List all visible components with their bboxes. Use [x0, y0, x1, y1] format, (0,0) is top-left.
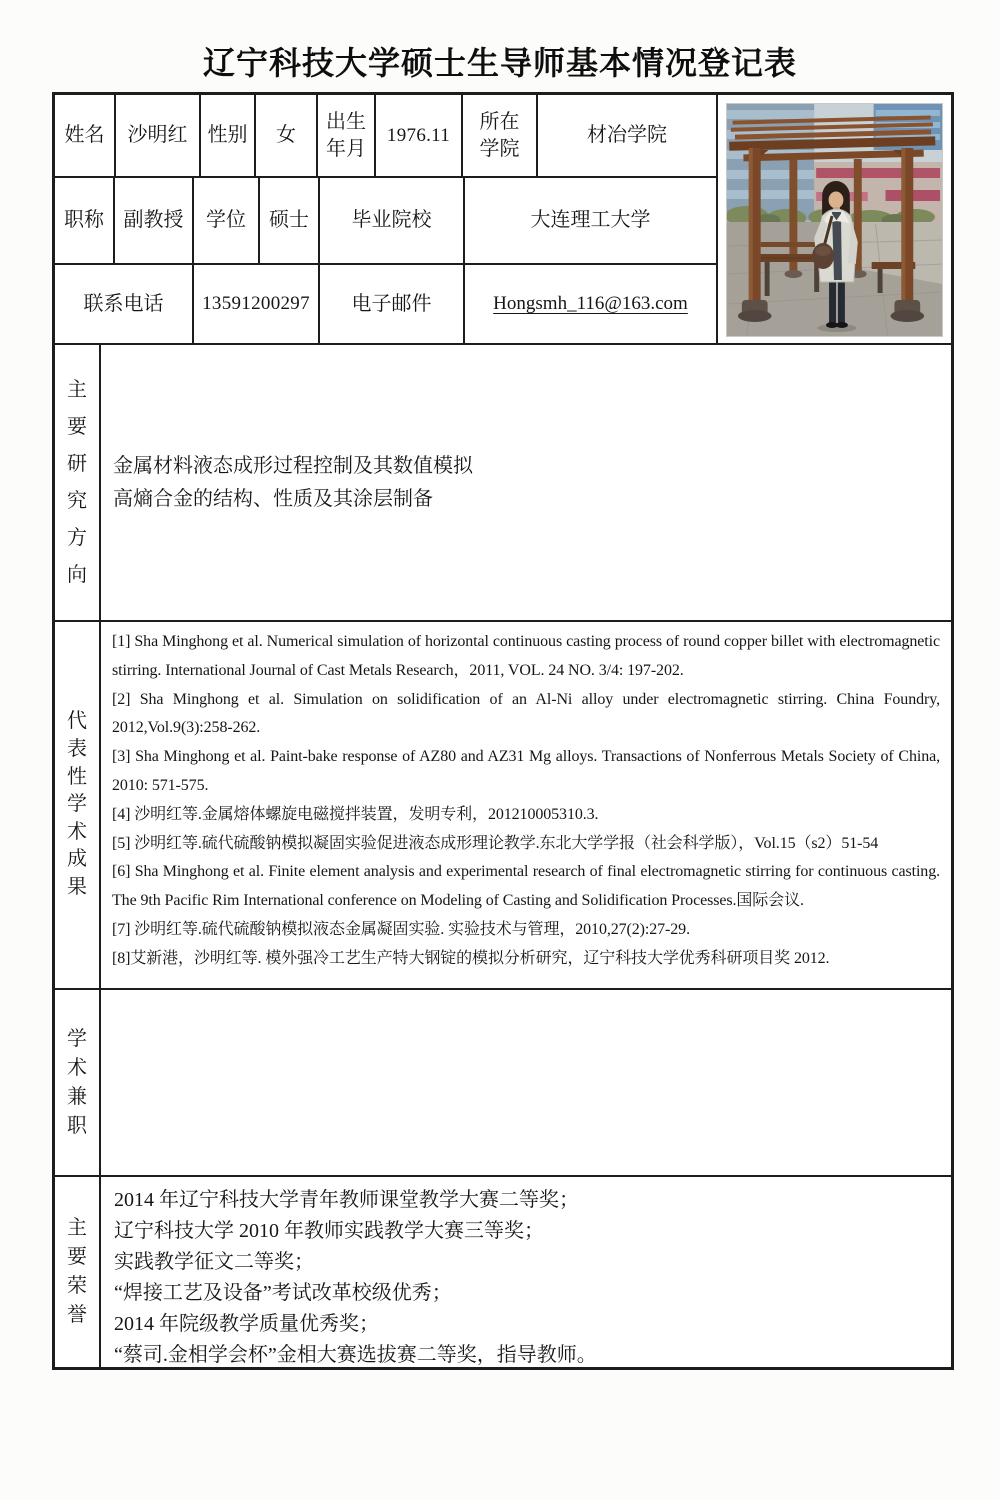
supervisor-photo [726, 103, 943, 337]
phone-label: 联系电话 [55, 265, 194, 343]
honor-item: “蔡司.金相学会杯”金相大赛选拔赛二等奖，指导教师。 [114, 1344, 597, 1366]
gender-label: 性别 [201, 95, 256, 176]
research-directions-header [55, 345, 101, 620]
table-row-position [55, 178, 718, 265]
research-directions-section [55, 345, 951, 622]
publications-content [101, 622, 951, 988]
honor-item: 2014 年院级教学质量优秀奖； [114, 1313, 379, 1335]
publication-item: [8]艾新港，沙明红等. 模外强冷工艺生产特大钢锭的模拟分析研究，辽宁科技大学优秀科研项目奖 2012. [112, 949, 830, 967]
name-value: 沙明红 [116, 95, 201, 176]
research-directions-label: 主要研究方向 [67, 378, 87, 586]
college-label: 所在学院 [463, 95, 538, 176]
research-line: 金属材料液态成形过程控制及其数值模拟 [113, 454, 473, 477]
photo-cell [718, 95, 951, 343]
honors-section [55, 1177, 951, 1367]
honors-header [55, 1177, 101, 1367]
research-directions-content [101, 345, 951, 620]
research-line: 高熵合金的结构、性质及其涂层制备 [113, 487, 433, 510]
birth-value: 1976.11 [376, 95, 463, 176]
email-link[interactable]: Hongsmh_116@163.com [493, 293, 688, 315]
honors-content [101, 1177, 951, 1367]
publication-item: [6] Sha Minghong et al. Finite element analysis and experimental research of final electromagnetic stirring for continuous casting. The 9th Pacific Rim International conference on Modeling of Casting and Solidification Processes.国际会议. [112, 863, 940, 910]
honors-label: 主要荣誉 [67, 1217, 87, 1326]
publication-item: [7] 沙明红等.硫代硫酸钠模拟液态金属凝固实验. 实验技术与管理，2010,27(2):27-29. [112, 920, 690, 938]
publication-item: [4] 沙明红等.金属熔体螺旋电磁搅拌装置，发明专利，201210005310.3. [112, 805, 599, 823]
phone-value: 13591200297 [194, 265, 320, 343]
table-row-identity [55, 95, 718, 178]
post-title-value: 副教授 [115, 178, 194, 263]
grad-school-label: 毕业院校 [320, 178, 465, 263]
academic-posts-header [55, 990, 101, 1175]
academic-posts-label: 学术兼职 [67, 1027, 87, 1137]
academic-posts-content [101, 990, 951, 1175]
post-title-label: 职称 [55, 178, 115, 263]
honor-item: 实践教学征文二等奖； [114, 1251, 314, 1273]
email-label: 电子邮件 [320, 265, 465, 343]
publications-section [55, 622, 951, 990]
grad-school-value: 大连理工大学 [465, 178, 718, 263]
publication-item: [1] Sha Minghong et al. Numerical simulation of horizontal continuous casting process of round copper billet with electromagnetic stirring. International Journal of Cast Metals Research，2011, VOL. 24 NO. 3/4: 197-202. [112, 633, 940, 679]
table-row-contact [55, 265, 718, 343]
college-value: 材冶学院 [538, 95, 718, 176]
basic-info-grid [55, 95, 718, 343]
academic-posts-section [55, 990, 951, 1177]
registration-form-table [52, 92, 954, 1370]
birth-label: 出生年月 [318, 95, 376, 176]
honor-item: 2014 年辽宁科技大学青年教师课堂教学大赛二等奖； [114, 1189, 579, 1211]
page-title: 辽宁科技大学硕士生导师基本情况登记表 [202, 45, 797, 81]
gender-value: 女 [256, 95, 318, 176]
honor-item: “焊接工艺及设备”考试改革校级优秀； [114, 1282, 452, 1304]
publication-item: [5] 沙明红等.硫代硫酸钠模拟凝固实验促进液态成形理论教学.东北大学学报（社会科学版），Vol.15（s2）51-54 [112, 834, 879, 852]
email-cell [465, 265, 718, 343]
publication-item: [2] Sha Minghong et al. Simulation on solidification of an Al-Ni alloy under electromagnetic stirring. China Foundry, 2012,Vol.9(3):258-262. [112, 690, 940, 737]
publication-item: [3] Sha Minghong et al. Paint-bake response of AZ80 and AZ31 Mg alloys. Transactions of Nonferrous Metals Society of China, 2010: 571-575. [112, 748, 940, 794]
honor-item: 辽宁科技大学 2010 年教师实践教学大赛三等奖； [114, 1220, 544, 1242]
name-label: 姓名 [55, 95, 116, 176]
basic-info-section [55, 95, 951, 345]
degree-value: 硕士 [260, 178, 320, 263]
publications-label: 代表性学术成果 [67, 710, 87, 898]
degree-label: 学位 [194, 178, 260, 263]
publications-header [55, 622, 101, 988]
